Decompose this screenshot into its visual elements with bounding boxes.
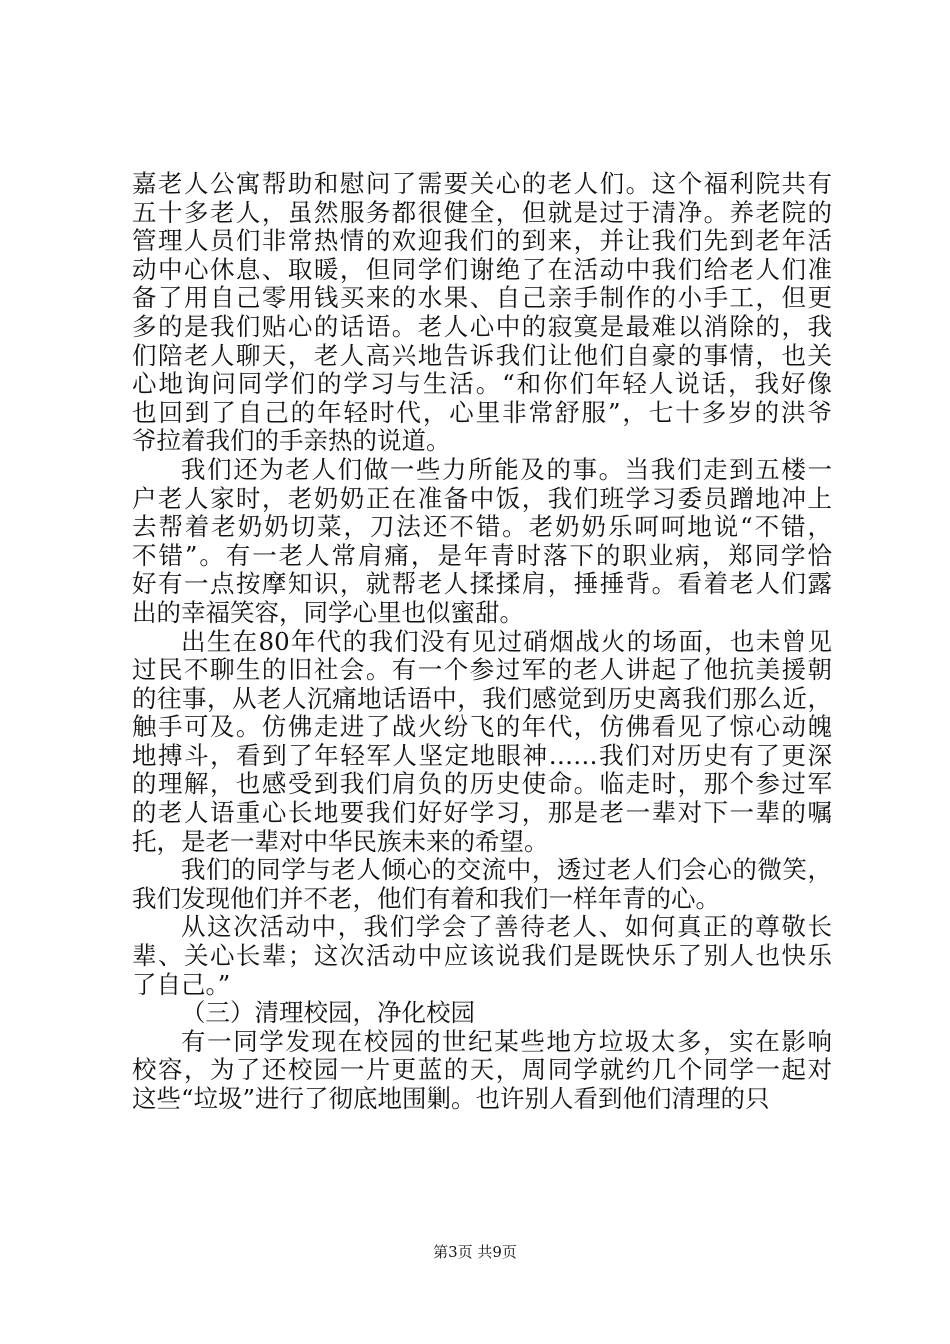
text-line: 我们发现他们并不老，他们有着和我们一样年青的心。 (132, 883, 720, 913)
text-line: 出的幸福笑容，同学心里也似蜜甜。 (132, 597, 524, 627)
text-line: 管理人员们非常热情的欢迎我们的到来，并让我们先到老年活 (132, 226, 832, 256)
body-text (132, 170, 832, 1114)
text-line: 有一同学发现在校园的世纪某些地方垃圾太多，实在影响 (181, 1026, 832, 1056)
page-footer: 第3页 共9页 (433, 1243, 517, 1261)
text-line: 五十多老人，虽然服务都很健全，但就是过于清净。养老院的 (132, 197, 832, 227)
text-line: 多的是我们贴心的话语。老人心中的寂寞是最难以消除的，我 (132, 311, 832, 341)
text-line: 触手可及。仿佛走进了战火纷飞的年代，仿佛看见了惊心动魄 (132, 712, 832, 742)
text-line: 户老人家时，老奶奶正在准备中饭，我们班学习委员蹭地冲上 (132, 483, 832, 513)
text-line: 校容，为了还校园一片更蓝的天，周同学就约几个同学一起对 (132, 1055, 832, 1085)
text-line: 的理解，也感受到我们肩负的历史使命。临走时，那个参过军 (132, 769, 832, 799)
text-line: 也回到了自己的年轻时代，心里非常舒服”，七十多岁的洪爷 (132, 397, 832, 427)
paragraph (132, 628, 832, 857)
text-line: 不错”。有一老人常肩痛，是年青时落下的职业病，郑同学恰 (132, 540, 832, 570)
text-line: 地搏斗，看到了年轻军人坚定地眼神……我们对历史有了更深 (132, 740, 832, 770)
text-line: 们陪老人聊天，老人高兴地告诉我们让他们自豪的事情，也关 (132, 340, 832, 370)
text-line: 我们还为老人们做一些力所能及的事。当我们走到五楼一 (181, 454, 832, 484)
text-line: 过民不聊生的旧社会。有一个参过军的老人讲起了他抗美援朝 (132, 655, 832, 685)
text-line: 心地询问同学们的学习与生活。“和你们年轻人说话，我好像 (132, 369, 832, 399)
text-line: 爷拉着我们的手亲热的说道。 (132, 426, 451, 456)
paragraph (132, 456, 832, 628)
paragraph (132, 170, 832, 456)
text-line: 备了用自己零用钱买来的水果、自己亲手制作的小手工，但更 (132, 283, 832, 313)
text-line: 了自己。” (132, 969, 231, 999)
text-line: 我们的同学与老人倾心的交流中，透过老人们会心的微笑， (181, 855, 832, 885)
paragraph (132, 1028, 832, 1114)
paragraph (132, 913, 832, 999)
text-line: 从这次活动中，我们学会了善待老人、如何真正的尊敬长 (181, 912, 832, 942)
text-line: 这些“垃圾”进行了彻底地围剿。也许别人看到他们清理的只 (132, 1084, 770, 1113)
text-line: 动中心休息、取暖，但同学们谢绝了在活动中我们给老人们准 (132, 254, 832, 284)
text-line: 托，是老一辈对中华民族未来的希望。 (132, 826, 549, 856)
text-line: 出生在80年代的我们没有见过硝烟战火的场面，也未曾见 (181, 626, 832, 656)
text-line: 去帮着老奶奶切菜，刀法还不错。老奶奶乐呵呵地说“不错， (132, 512, 832, 542)
text-line: 的往事，从老人沉痛地话语中，我们感觉到历史离我们那么近， (132, 683, 832, 713)
text-line: （三）清理校园，净化校园 (181, 998, 475, 1028)
text-line: 的老人语重心长地要我们好好学习，那是老一辈对下一辈的嘱 (132, 798, 832, 828)
text-line: 好有一点按摩知识，就帮老人揉揉肩，捶捶背。看着老人们露 (132, 569, 832, 599)
text-line: 辈、关心长辈；这次活动中应该说我们是既快乐了别人也快乐 (132, 941, 832, 971)
text-line: 嘉老人公寓帮助和慰问了需要关心的老人们。这个福利院共有 (132, 169, 832, 198)
paragraph (132, 856, 832, 913)
paragraph (132, 999, 832, 1028)
